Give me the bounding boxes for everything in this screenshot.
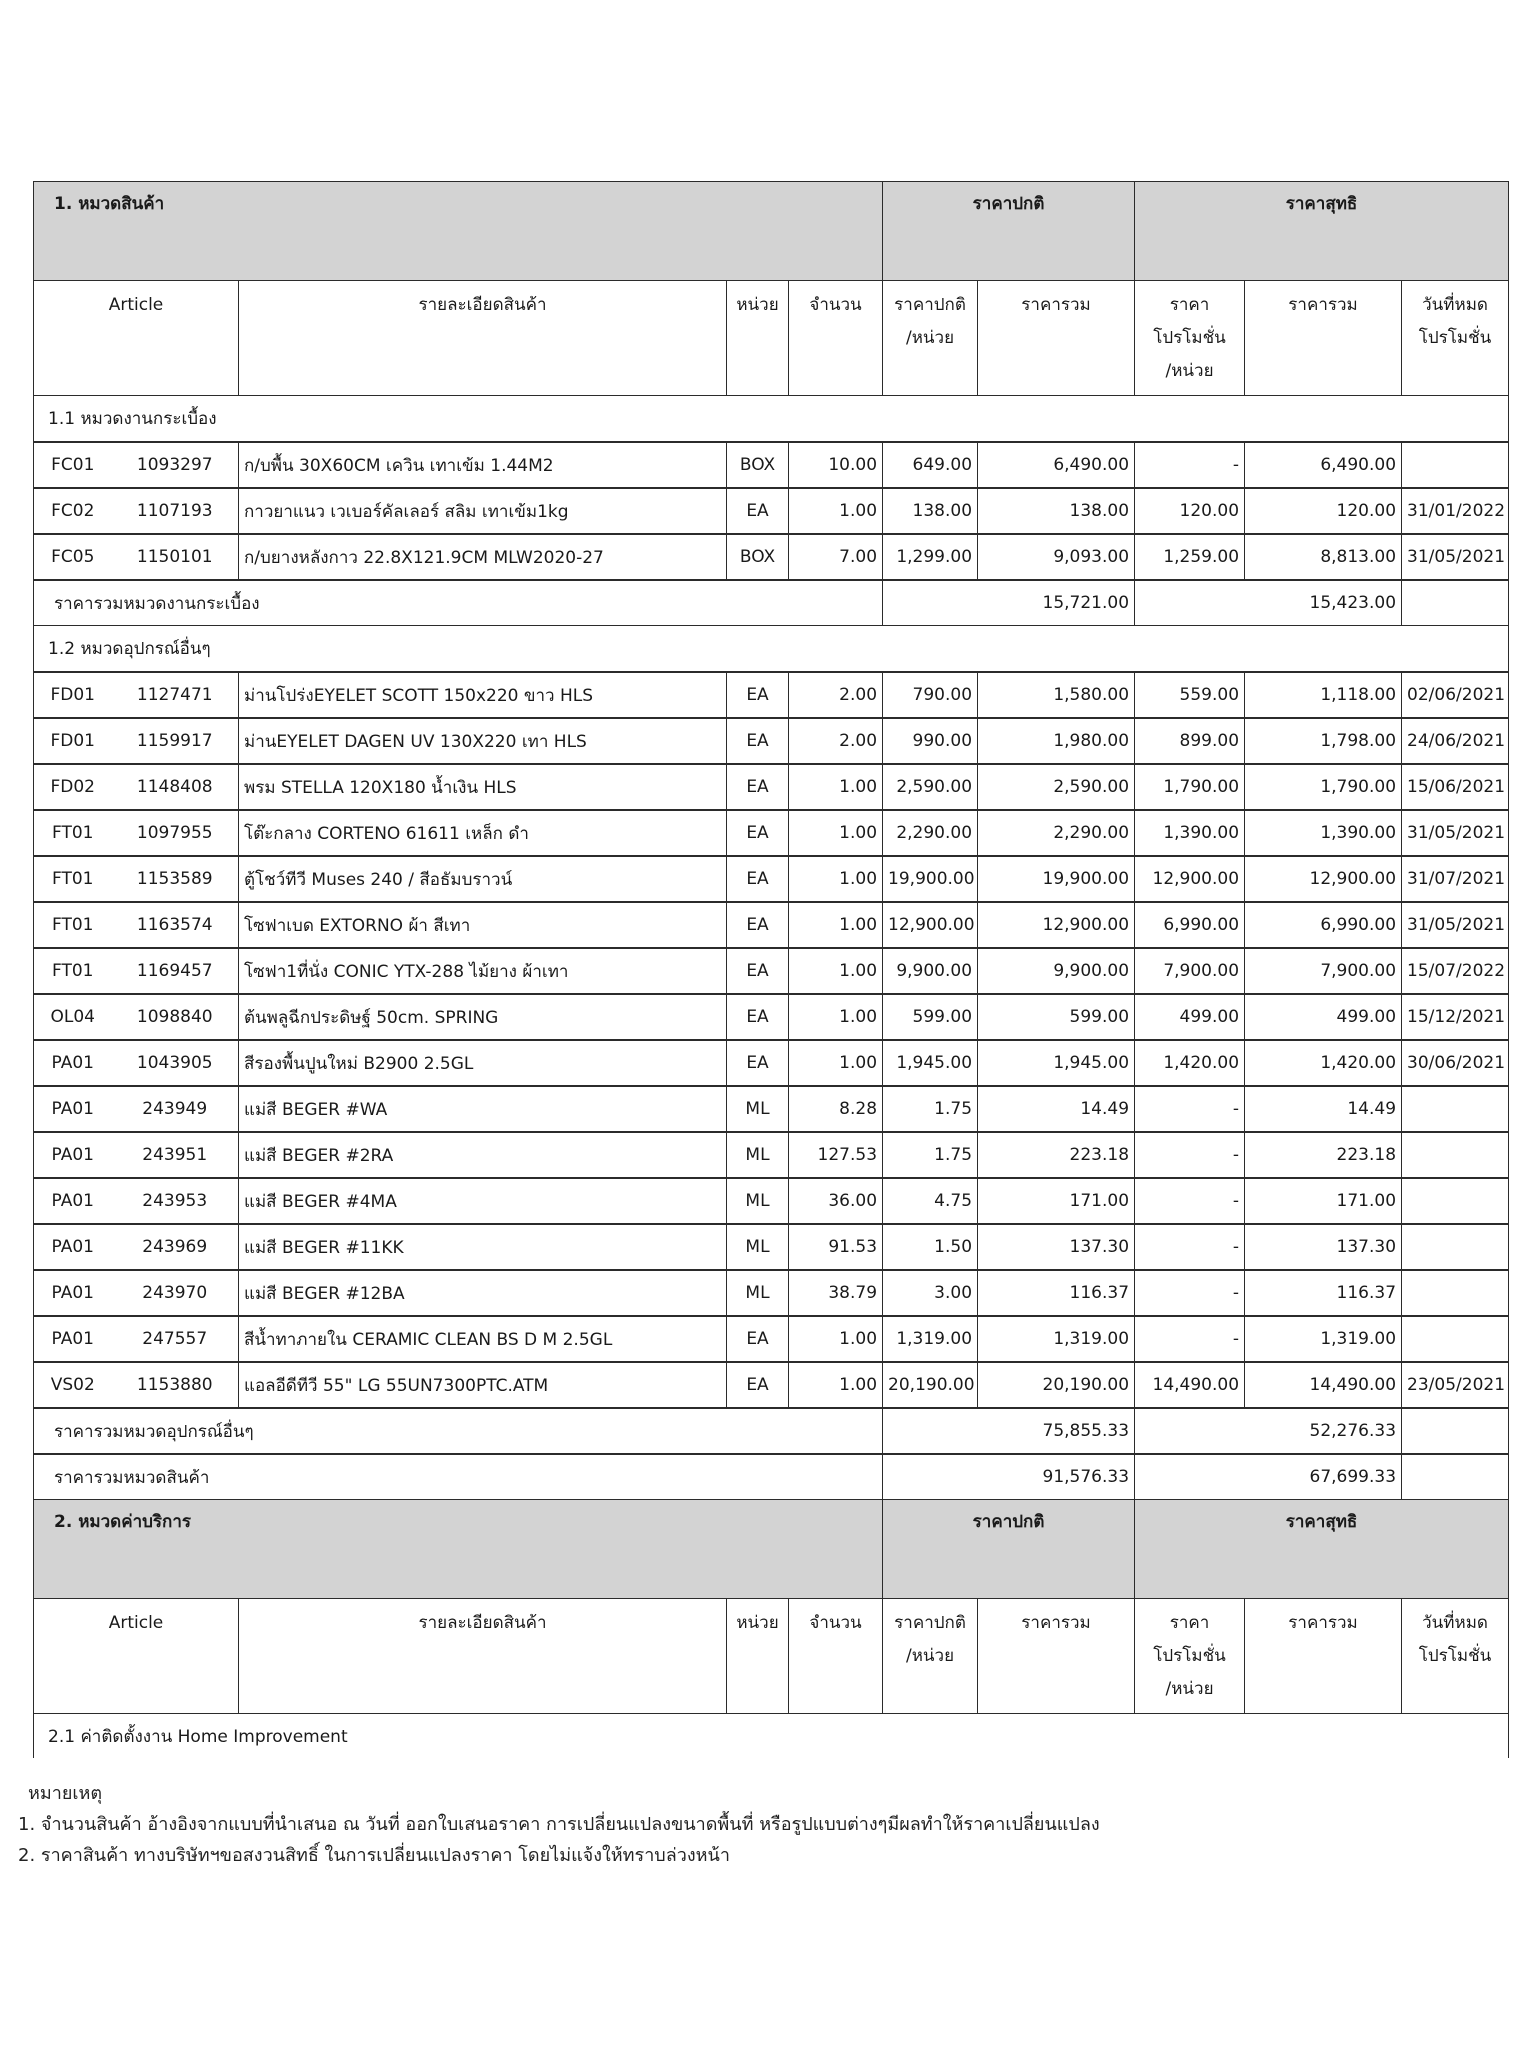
quantity: 1.00: [789, 902, 883, 948]
col-unit-price-line1: ราคาปกติ: [894, 295, 966, 315]
promo-expiry-date: 15/06/2021: [1402, 764, 1509, 810]
group-1-1-header-row: [34, 396, 1509, 443]
unit-price: 990.00: [883, 718, 978, 764]
promo-expiry-date: 30/06/2021: [1402, 1040, 1509, 1086]
subtotal-net: 67,699.33: [1245, 1454, 1402, 1500]
unit: ML: [727, 1086, 789, 1132]
unit: EA: [727, 856, 789, 902]
col-qty: จำนวน: [789, 1599, 883, 1714]
col-article: Article: [34, 281, 239, 396]
subtotal-net: 52,276.33: [1245, 1408, 1402, 1454]
notes-title: หมายเหตุ: [28, 1783, 103, 1804]
col-unit: หน่วย: [727, 1599, 789, 1714]
product-description: ก/บพื้น 30X60CM เควิน เทาเข้ม 1.44M2: [239, 442, 727, 488]
category-code: FT01: [34, 902, 112, 948]
regular-total: 1,319.00: [978, 1316, 1135, 1362]
subtotal-spacer: [1135, 1454, 1245, 1500]
category-code: PA01: [34, 1316, 112, 1362]
promo-expiry-date: 31/05/2021: [1402, 810, 1509, 856]
notes-section: [18, 1778, 1100, 1871]
product-description: แม่สี BEGER #11KK: [239, 1224, 727, 1270]
unit: EA: [727, 1316, 789, 1362]
category-code: FT01: [34, 948, 112, 994]
promo-unit-price: 1,390.00: [1135, 810, 1245, 856]
table-row: [34, 534, 1509, 580]
product-description: ม่านEYELET DAGEN UV 130X220 เทา HLS: [239, 718, 727, 764]
quantity: 1.00: [789, 994, 883, 1040]
quantity: 1.00: [789, 1362, 883, 1408]
section-1-title: 1. หมวดสินค้า: [34, 182, 883, 281]
promo-unit-price: 120.00: [1135, 488, 1245, 534]
product-description: โซฟา1ที่นั่ง CONIC YTX-288 ไม้ยาง ผ้าเทา: [239, 948, 727, 994]
subtotal-spacer: [883, 1408, 978, 1454]
net-price-group-header: ราคาสุทธิ: [1135, 182, 1509, 281]
table-row: [34, 764, 1509, 810]
net-total: 14.49: [1245, 1086, 1402, 1132]
net-total: 14,490.00: [1245, 1362, 1402, 1408]
subtotal-spacer: [1402, 1454, 1509, 1500]
section-2-column-header-row: [34, 1599, 1509, 1714]
category-code: PA01: [34, 1270, 112, 1316]
subtotal-regular: 91,576.33: [978, 1454, 1135, 1500]
col-net-total: ราคารวม: [1245, 1599, 1402, 1714]
col-qty: จำนวน: [789, 281, 883, 396]
regular-total: 20,190.00: [978, 1362, 1135, 1408]
promo-unit-price: 559.00: [1135, 672, 1245, 718]
unit: EA: [727, 1362, 789, 1408]
promo-expiry-date: 31/01/2022: [1402, 488, 1509, 534]
quantity: 2.00: [789, 672, 883, 718]
promo-unit-price: -: [1135, 1316, 1245, 1362]
group-1-2-header-row: [34, 626, 1509, 673]
col-promo-line1: ราคา: [1169, 295, 1210, 315]
table-row: [34, 810, 1509, 856]
net-total: 171.00: [1245, 1178, 1402, 1224]
unit: EA: [727, 902, 789, 948]
quantity: 1.00: [789, 856, 883, 902]
article-number: 1127471: [112, 672, 239, 718]
col-promo-line2: โปรโมชั่น: [1153, 328, 1226, 348]
unit: ML: [727, 1178, 789, 1224]
section-1-header-row: [34, 182, 1509, 281]
article-number: 1163574: [112, 902, 239, 948]
section-2-header-row: [34, 1500, 1509, 1599]
promo-expiry-date: [1402, 1178, 1509, 1224]
regular-total: 9,900.00: [978, 948, 1135, 994]
article-number: 243951: [112, 1132, 239, 1178]
col-expiry-line1: วันที่หมด: [1422, 295, 1488, 315]
col-expiry-line2: โปรโมชั่น: [1418, 1646, 1492, 1666]
section-2-net-price-group-header: ราคาสุทธิ: [1135, 1500, 1509, 1599]
col-expiry-line1: วันที่หมด: [1422, 1613, 1488, 1633]
unit: EA: [727, 718, 789, 764]
promo-unit-price: 1,420.00: [1135, 1040, 1245, 1086]
category-code: FC01: [34, 442, 112, 488]
article-number: 1043905: [112, 1040, 239, 1086]
quantity: 8.28: [789, 1086, 883, 1132]
promo-expiry-date: [1402, 442, 1509, 488]
table-row: [34, 442, 1509, 488]
promo-expiry-date: 02/06/2021: [1402, 672, 1509, 718]
quantity: 38.79: [789, 1270, 883, 1316]
subtotal-spacer: [1402, 1408, 1509, 1454]
product-description: แม่สี BEGER #WA: [239, 1086, 727, 1132]
subtotal-spacer: [1135, 580, 1245, 626]
col-unit-price-line1: ราคาปกติ: [894, 1613, 966, 1633]
unit-price: 3.00: [883, 1270, 978, 1316]
regular-price-group-header: ราคาปกติ: [883, 182, 1135, 281]
regular-total: 6,490.00: [978, 442, 1135, 488]
quantity: 1.00: [789, 948, 883, 994]
table-row: [34, 1040, 1509, 1086]
promo-expiry-date: 24/06/2021: [1402, 718, 1509, 764]
promo-unit-price: 12,900.00: [1135, 856, 1245, 902]
subtotal-spacer: [1402, 580, 1509, 626]
promo-expiry-date: [1402, 1270, 1509, 1316]
table-row: [34, 1132, 1509, 1178]
subtotal-label: ราคารวมหมวดงานกระเบื้อง: [34, 580, 883, 626]
col-unit: หน่วย: [727, 281, 789, 396]
column-header-row: [34, 281, 1509, 396]
group-2-1-title: 2.1 ค่าติดตั้งงาน Home Improvement: [34, 1714, 1509, 1759]
regular-total: 1,980.00: [978, 718, 1135, 764]
products-total-row: [34, 1454, 1509, 1500]
unit: EA: [727, 810, 789, 856]
net-total: 1,790.00: [1245, 764, 1402, 810]
regular-total: 12,900.00: [978, 902, 1135, 948]
col-total: ราคารวม: [978, 1599, 1135, 1714]
table-row: [34, 718, 1509, 764]
promo-expiry-date: [1402, 1316, 1509, 1362]
regular-total: 1,945.00: [978, 1040, 1135, 1086]
promo-unit-price: 1,790.00: [1135, 764, 1245, 810]
article-number: 1153589: [112, 856, 239, 902]
regular-total: 2,290.00: [978, 810, 1135, 856]
regular-total: 171.00: [978, 1178, 1135, 1224]
promo-unit-price: -: [1135, 1224, 1245, 1270]
subtotal-regular: 75,855.33: [978, 1408, 1135, 1454]
col-total: ราคารวม: [978, 281, 1135, 396]
category-code: FC05: [34, 534, 112, 580]
net-total: 6,490.00: [1245, 442, 1402, 488]
net-total: 6,990.00: [1245, 902, 1402, 948]
quantity: 1.00: [789, 764, 883, 810]
unit-price: 138.00: [883, 488, 978, 534]
col-description: รายละเอียดสินค้า: [239, 281, 727, 396]
col-unit-price: [883, 281, 978, 396]
subtotal-regular: 15,721.00: [978, 580, 1135, 626]
article-number: 1097955: [112, 810, 239, 856]
table-row: [34, 902, 1509, 948]
unit-price: 599.00: [883, 994, 978, 1040]
table-row: [34, 856, 1509, 902]
quantity: 127.53: [789, 1132, 883, 1178]
net-total: 1,319.00: [1245, 1316, 1402, 1362]
promo-unit-price: 7,900.00: [1135, 948, 1245, 994]
article-number: 1159917: [112, 718, 239, 764]
table-row: [34, 1178, 1509, 1224]
article-number: 1148408: [112, 764, 239, 810]
product-description: ม่านโปร่งEYELET SCOTT 150x220 ขาว HLS: [239, 672, 727, 718]
product-description: โต๊ะกลาง CORTENO 61611 เหล็ก ดำ: [239, 810, 727, 856]
category-code: OL04: [34, 994, 112, 1040]
quantity: 10.00: [789, 442, 883, 488]
net-total: 1,118.00: [1245, 672, 1402, 718]
promo-unit-price: 899.00: [1135, 718, 1245, 764]
product-description: โซฟาเบด EXTORNO ผ้า สีเทา: [239, 902, 727, 948]
net-total: 1,390.00: [1245, 810, 1402, 856]
table-row: [34, 948, 1509, 994]
regular-total: 116.37: [978, 1270, 1135, 1316]
subtotal-spacer: [883, 580, 978, 626]
table-row: [34, 1224, 1509, 1270]
promo-expiry-date: [1402, 1224, 1509, 1270]
regular-total: 9,093.00: [978, 534, 1135, 580]
table-row: [34, 1270, 1509, 1316]
category-code: FD02: [34, 764, 112, 810]
regular-total: 2,590.00: [978, 764, 1135, 810]
net-total: 223.18: [1245, 1132, 1402, 1178]
category-code: VS02: [34, 1362, 112, 1408]
regular-total: 138.00: [978, 488, 1135, 534]
group-2-1-header-row: [34, 1714, 1509, 1759]
category-code: FT01: [34, 810, 112, 856]
product-description: สีรองพื้นปูนใหม่ B2900 2.5GL: [239, 1040, 727, 1086]
table-row: [34, 1086, 1509, 1132]
col-promo-expiry: [1402, 281, 1509, 396]
quantity: 1.00: [789, 1040, 883, 1086]
table-row: [34, 672, 1509, 718]
promo-unit-price: -: [1135, 1086, 1245, 1132]
promo-unit-price: -: [1135, 1132, 1245, 1178]
unit: EA: [727, 994, 789, 1040]
unit: BOX: [727, 534, 789, 580]
net-total: 7,900.00: [1245, 948, 1402, 994]
article-number: 1150101: [112, 534, 239, 580]
col-unit-price-line2: /หน่วย: [906, 1646, 955, 1666]
col-promo-line3: /หน่วย: [1165, 361, 1214, 381]
unit: ML: [727, 1270, 789, 1316]
quantity: 7.00: [789, 534, 883, 580]
quotation-table: [33, 181, 1509, 1758]
col-promo-price: [1135, 1599, 1245, 1714]
category-code: FC02: [34, 488, 112, 534]
table-row: [34, 1316, 1509, 1362]
article-number: 243970: [112, 1270, 239, 1316]
regular-total: 599.00: [978, 994, 1135, 1040]
product-description: แอลอีดีทีวี 55" LG 55UN7300PTC.ATM: [239, 1362, 727, 1408]
quantity: 91.53: [789, 1224, 883, 1270]
unit-price: 19,900.00: [883, 856, 978, 902]
col-promo-line3: /หน่วย: [1165, 1679, 1214, 1699]
product-description: กาวยาแนว เวเบอร์คัลเลอร์ สลิม เทาเข้ม1kg: [239, 488, 727, 534]
article-number: 243953: [112, 1178, 239, 1224]
unit-price: 12,900.00: [883, 902, 978, 948]
regular-total: 223.18: [978, 1132, 1135, 1178]
category-code: FD01: [34, 672, 112, 718]
product-description: ตู้โชว์ทีวี Muses 240 / สีอธัมบราวน์: [239, 856, 727, 902]
group-1-1-subtotal-row: [34, 580, 1509, 626]
category-code: FT01: [34, 856, 112, 902]
net-total: 116.37: [1245, 1270, 1402, 1316]
unit: EA: [727, 764, 789, 810]
net-total: 120.00: [1245, 488, 1402, 534]
unit-price: 649.00: [883, 442, 978, 488]
promo-expiry-date: 31/07/2021: [1402, 856, 1509, 902]
article-number: 1169457: [112, 948, 239, 994]
quantity: 2.00: [789, 718, 883, 764]
product-description: แม่สี BEGER #12BA: [239, 1270, 727, 1316]
quantity: 36.00: [789, 1178, 883, 1224]
note-item-2: 2. ราคาสินค้า ทางบริษัทฯขอสงวนสิทธิ์ ในการเปลี่ยนแปลงราคา โดยไม่แจ้งให้ทราบล่วงหน้า: [18, 1845, 730, 1866]
subtotal-net: 15,423.00: [1245, 580, 1402, 626]
unit-price: 4.75: [883, 1178, 978, 1224]
unit: ML: [727, 1132, 789, 1178]
net-total: 1,798.00: [1245, 718, 1402, 764]
unit-price: 1,319.00: [883, 1316, 978, 1362]
promo-expiry-date: 15/12/2021: [1402, 994, 1509, 1040]
promo-expiry-date: [1402, 1132, 1509, 1178]
article-number: 1098840: [112, 994, 239, 1040]
article-number: 1107193: [112, 488, 239, 534]
promo-expiry-date: 31/05/2021: [1402, 534, 1509, 580]
col-unit-price: [883, 1599, 978, 1714]
net-total: 499.00: [1245, 994, 1402, 1040]
unit: EA: [727, 1040, 789, 1086]
product-description: พรม STELLA 120X180 น้ำเงิน HLS: [239, 764, 727, 810]
quantity: 1.00: [789, 810, 883, 856]
quantity: 1.00: [789, 488, 883, 534]
section-2-title: 2. หมวดค่าบริการ: [34, 1500, 883, 1599]
promo-unit-price: -: [1135, 1178, 1245, 1224]
article-number: 247557: [112, 1316, 239, 1362]
unit-price: 1.75: [883, 1086, 978, 1132]
regular-total: 1,580.00: [978, 672, 1135, 718]
col-description: รายละเอียดสินค้า: [239, 1599, 727, 1714]
net-total: 137.30: [1245, 1224, 1402, 1270]
category-code: PA01: [34, 1224, 112, 1270]
product-description: สีน้ำทาภายใน CERAMIC CLEAN BS D M 2.5GL: [239, 1316, 727, 1362]
quantity: 1.00: [789, 1316, 883, 1362]
category-code: PA01: [34, 1040, 112, 1086]
unit-price: 9,900.00: [883, 948, 978, 994]
regular-total: 14.49: [978, 1086, 1135, 1132]
subtotal-spacer: [1135, 1408, 1245, 1454]
unit: ML: [727, 1224, 789, 1270]
note-item-1: 1. จำนวนสินค้า อ้างอิงจากแบบที่นำเสนอ ณ วันที่ ออกใบเสนอราคา การเปลี่ยนแปลงขนาดพื้นที่ หรือรูปแบบต่างๆมีผลทำให้ราคาเปลี่ยนแปลง: [18, 1814, 1100, 1835]
net-total: 12,900.00: [1245, 856, 1402, 902]
unit-price: 1.75: [883, 1132, 978, 1178]
table-row: [34, 488, 1509, 534]
article-number: 243949: [112, 1086, 239, 1132]
col-promo-line1: ราคา: [1169, 1613, 1210, 1633]
product-description: ก/บยางหลังกาว 22.8X121.9CM MLW2020-27: [239, 534, 727, 580]
col-promo-line2: โปรโมชั่น: [1153, 1646, 1226, 1666]
product-description: ต้นพลูฉีกประดิษฐ์ 50cm. SPRING: [239, 994, 727, 1040]
unit: BOX: [727, 442, 789, 488]
regular-total: 137.30: [978, 1224, 1135, 1270]
promo-expiry-date: 15/07/2022: [1402, 948, 1509, 994]
col-promo-expiry: [1402, 1599, 1509, 1714]
promo-expiry-date: 23/05/2021: [1402, 1362, 1509, 1408]
table-row: [34, 1362, 1509, 1408]
group-1-1-title: 1.1 หมวดงานกระเบื้อง: [34, 396, 1509, 443]
unit-price: 790.00: [883, 672, 978, 718]
unit-price: 1.50: [883, 1224, 978, 1270]
unit-price: 2,590.00: [883, 764, 978, 810]
category-code: PA01: [34, 1086, 112, 1132]
col-article: Article: [34, 1599, 239, 1714]
promo-expiry-date: [1402, 1086, 1509, 1132]
promo-unit-price: 14,490.00: [1135, 1362, 1245, 1408]
table-row: [34, 994, 1509, 1040]
promo-unit-price: 1,259.00: [1135, 534, 1245, 580]
promo-unit-price: 6,990.00: [1135, 902, 1245, 948]
net-total: 8,813.00: [1245, 534, 1402, 580]
promo-unit-price: -: [1135, 442, 1245, 488]
regular-total: 19,900.00: [978, 856, 1135, 902]
group-1-2-header-title: 1.2 หมวดอุปกรณ์อื่นๆ: [34, 626, 1509, 673]
article-number: 243969: [112, 1224, 239, 1270]
product-description: แม่สี BEGER #2RA: [239, 1132, 727, 1178]
category-code: PA01: [34, 1178, 112, 1224]
promo-unit-price: 499.00: [1135, 994, 1245, 1040]
unit: EA: [727, 948, 789, 994]
category-code: PA01: [34, 1132, 112, 1178]
subtotal-spacer: [883, 1454, 978, 1500]
subtotal-label: ราคารวมหมวดอุปกรณ์อื่นๆ: [34, 1408, 883, 1454]
unit-price: 20,190.00: [883, 1362, 978, 1408]
group-1-2-subtotal-row: [34, 1408, 1509, 1454]
col-promo-price: [1135, 281, 1245, 396]
product-description: แม่สี BEGER #4MA: [239, 1178, 727, 1224]
unit: EA: [727, 488, 789, 534]
article-number: 1093297: [112, 442, 239, 488]
promo-expiry-date: 31/05/2021: [1402, 902, 1509, 948]
article-number: 1153880: [112, 1362, 239, 1408]
unit: EA: [727, 672, 789, 718]
col-expiry-line2: โปรโมชั่น: [1418, 328, 1492, 348]
col-net-total: ราคารวม: [1245, 281, 1402, 396]
unit-price: 1,299.00: [883, 534, 978, 580]
unit-price: 2,290.00: [883, 810, 978, 856]
subtotal-label: ราคารวมหมวดสินค้า: [34, 1454, 883, 1500]
col-unit-price-line2: /หน่วย: [906, 328, 955, 348]
unit-price: 1,945.00: [883, 1040, 978, 1086]
promo-unit-price: -: [1135, 1270, 1245, 1316]
quotation-document: [33, 181, 1508, 1758]
section-2-regular-price-group-header: ราคาปกติ: [883, 1500, 1135, 1599]
category-code: FD01: [34, 718, 112, 764]
net-total: 1,420.00: [1245, 1040, 1402, 1086]
